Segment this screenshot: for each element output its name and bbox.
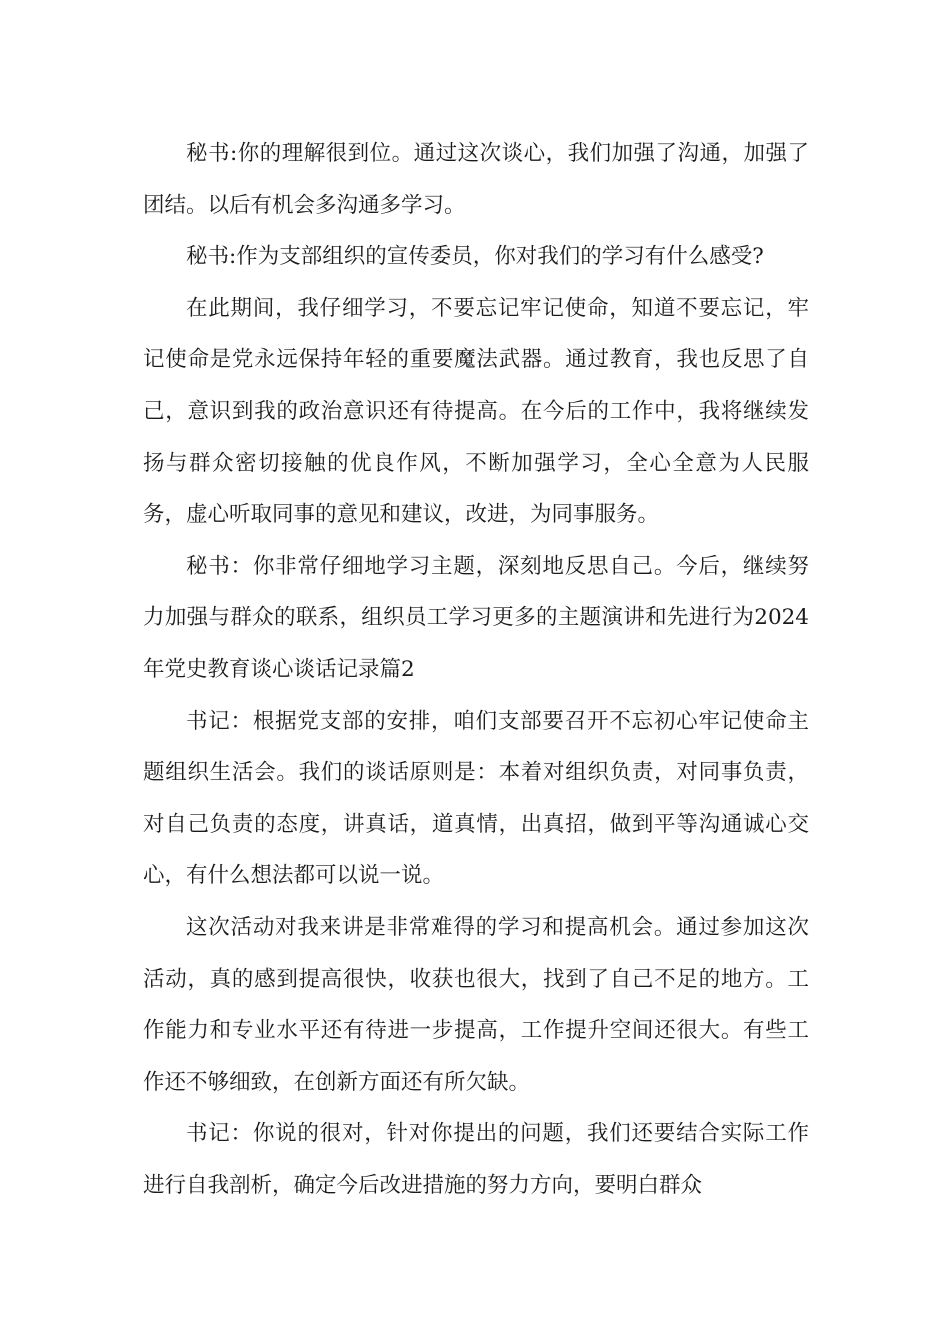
paragraph: 秘书:你的理解很到位。通过这次谈心，我们加强了沟通，加强了团结。以后有机会多沟通多学习。	[143, 141, 809, 218]
paragraph: 这次活动对我来讲是非常难得的学习和提高机会。通过参加这次活动，真的感到提高很快，收获也很大，找到了自己不足的地方。工作能力和专业水平还有待进一步提高，工作提升空间还很大。有些工作还不够细致，在创新方面还有所欠缺。	[143, 914, 809, 1095]
paragraph: 秘书:作为支部组织的宣传委员，你对我们的学习有什么感受?	[186, 244, 764, 270]
paragraph: 在此期间，我仔细学习，不要忘记牢记使命，知道不要忘记，牢记使命是党永远保持年轻的重要魔法武器。通过教育，我也反思了自己，意识到我的政治意识还有待提高。在今后的工作中，我将继续发扬与群众密切接触的优良作风，不断加强学习，全心全意为人民服务，虚心听取同事的意见和建议，改进，为同事服务。	[143, 295, 809, 528]
paragraph: 书记：你说的很对，针对你提出的问题，我们还要结合实际工作进行自我剖析，确定今后改进措施的努力方向，要明白群众	[143, 1121, 809, 1198]
document-body	[143, 128, 809, 1211]
paragraph: 秘书：你非常仔细地学习主题，深刻地反思自己。今后，继续努力加强与群众的联系，组织员工学习更多的主题演讲和先进行为2024年党史教育谈心谈话记录篇2	[143, 553, 809, 682]
paragraph: 书记：根据党支部的安排，咱们支部要召开不忘初心牢记使命主题组织生活会。我们的谈话原则是：本着对组织负责，对同事负责，对自己负责的态度，讲真话，道真情，出真招，做到平等沟通诚心交心，有什么想法都可以说一说。	[143, 708, 809, 889]
